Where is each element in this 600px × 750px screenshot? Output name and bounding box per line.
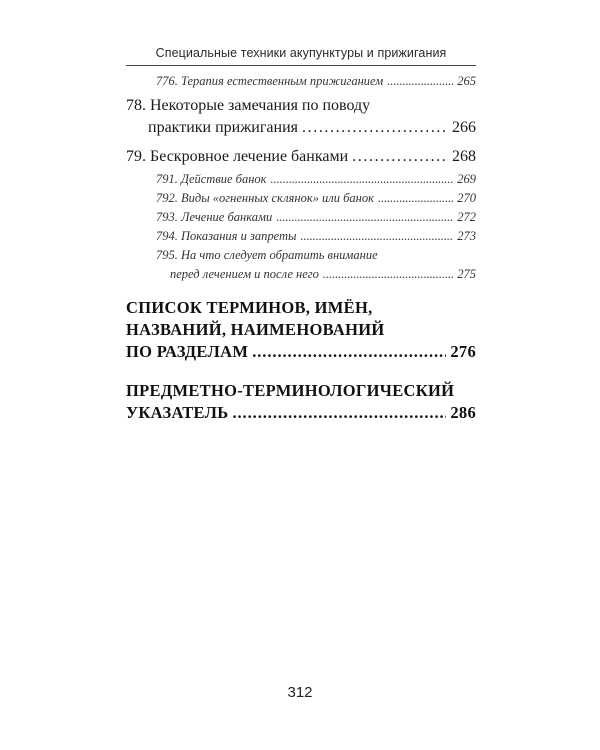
toc-section-78 <box>126 95 476 139</box>
toc-entry-776 <box>126 72 476 91</box>
toc-entry-795 <box>126 246 476 284</box>
toc-entry-78-last-line <box>126 117 476 139</box>
toc-entry-794 <box>126 227 476 246</box>
toc-entry-title: 794. Показания и запреты <box>156 229 297 243</box>
toc-entry-page: 286 <box>450 403 476 422</box>
dot-leader <box>302 117 448 139</box>
toc-entry-795-last-line <box>156 265 476 284</box>
toc-entry-793 <box>126 208 476 227</box>
toc-entry-title: 792. Виды «огненных склянок» или банок <box>156 191 374 205</box>
toc-entry-page: 275 <box>457 267 476 281</box>
toc-entry-title: 793. Лечение банками <box>156 210 273 224</box>
dot-leader <box>387 72 453 91</box>
toc-entry-title: 791. Действие банок <box>156 172 267 186</box>
toc-entry-title-line3: ПО РАЗДЕЛАМ <box>126 342 249 361</box>
dot-leader <box>276 208 453 227</box>
toc-entry-title-line1: 78. Некоторые замечания по поводу <box>126 97 371 114</box>
toc-section-79 <box>126 146 476 168</box>
dot-leader <box>323 265 453 284</box>
toc-entry-page: 273 <box>457 229 476 243</box>
dot-leader <box>252 341 446 363</box>
toc-entry-792 <box>126 189 476 208</box>
toc-entry-page: 276 <box>450 342 476 361</box>
toc-entry-title-line2: перед лечением и после него <box>170 267 319 281</box>
table-of-contents <box>126 70 476 424</box>
toc-entry-page: 265 <box>457 74 476 88</box>
dot-leader <box>378 189 453 208</box>
toc-entry-title-line2: УКАЗАТЕЛЬ <box>126 403 229 422</box>
toc-entry-title: 776. Терапия естественным прижиганием <box>156 74 384 88</box>
dot-leader <box>300 227 453 246</box>
toc-entry-title-line1: СПИСОК ТЕРМИНОВ, ИМЁН, <box>126 298 373 317</box>
toc-major-terms-list <box>126 297 476 363</box>
page-number: 312 <box>287 684 313 701</box>
toc-entry-title-line2: практики прижигания <box>148 119 299 136</box>
toc-entry-page: 272 <box>457 210 476 224</box>
toc-entry-page: 268 <box>452 148 476 165</box>
toc-entry-title-line1: 795. На что следует обратить внимание <box>156 248 378 262</box>
dot-leader <box>232 402 446 424</box>
toc-entry-title-line1: ПРЕДМЕТНО-ТЕРМИНОЛОГИЧЕСКИЙ <box>126 381 455 400</box>
dot-leader <box>271 170 454 189</box>
toc-entry-791 <box>126 170 476 189</box>
header-rule <box>126 65 476 66</box>
toc-entry-page: 270 <box>457 191 476 205</box>
dot-leader <box>352 146 448 168</box>
toc-major-terms-last-line <box>126 341 476 363</box>
toc-entry-page: 266 <box>452 119 476 136</box>
running-header: Специальные техники акупунктуры и прижигания <box>155 46 447 60</box>
toc-major-subject-index <box>126 380 476 424</box>
toc-major-index-last-line <box>126 402 476 424</box>
toc-entry-page: 269 <box>457 172 476 186</box>
toc-entry-title-line2: НАЗВАНИЙ, НАИМЕНОВАНИЙ <box>126 320 385 339</box>
toc-entry-title: 79. Бескровное лечение банками <box>126 148 349 165</box>
